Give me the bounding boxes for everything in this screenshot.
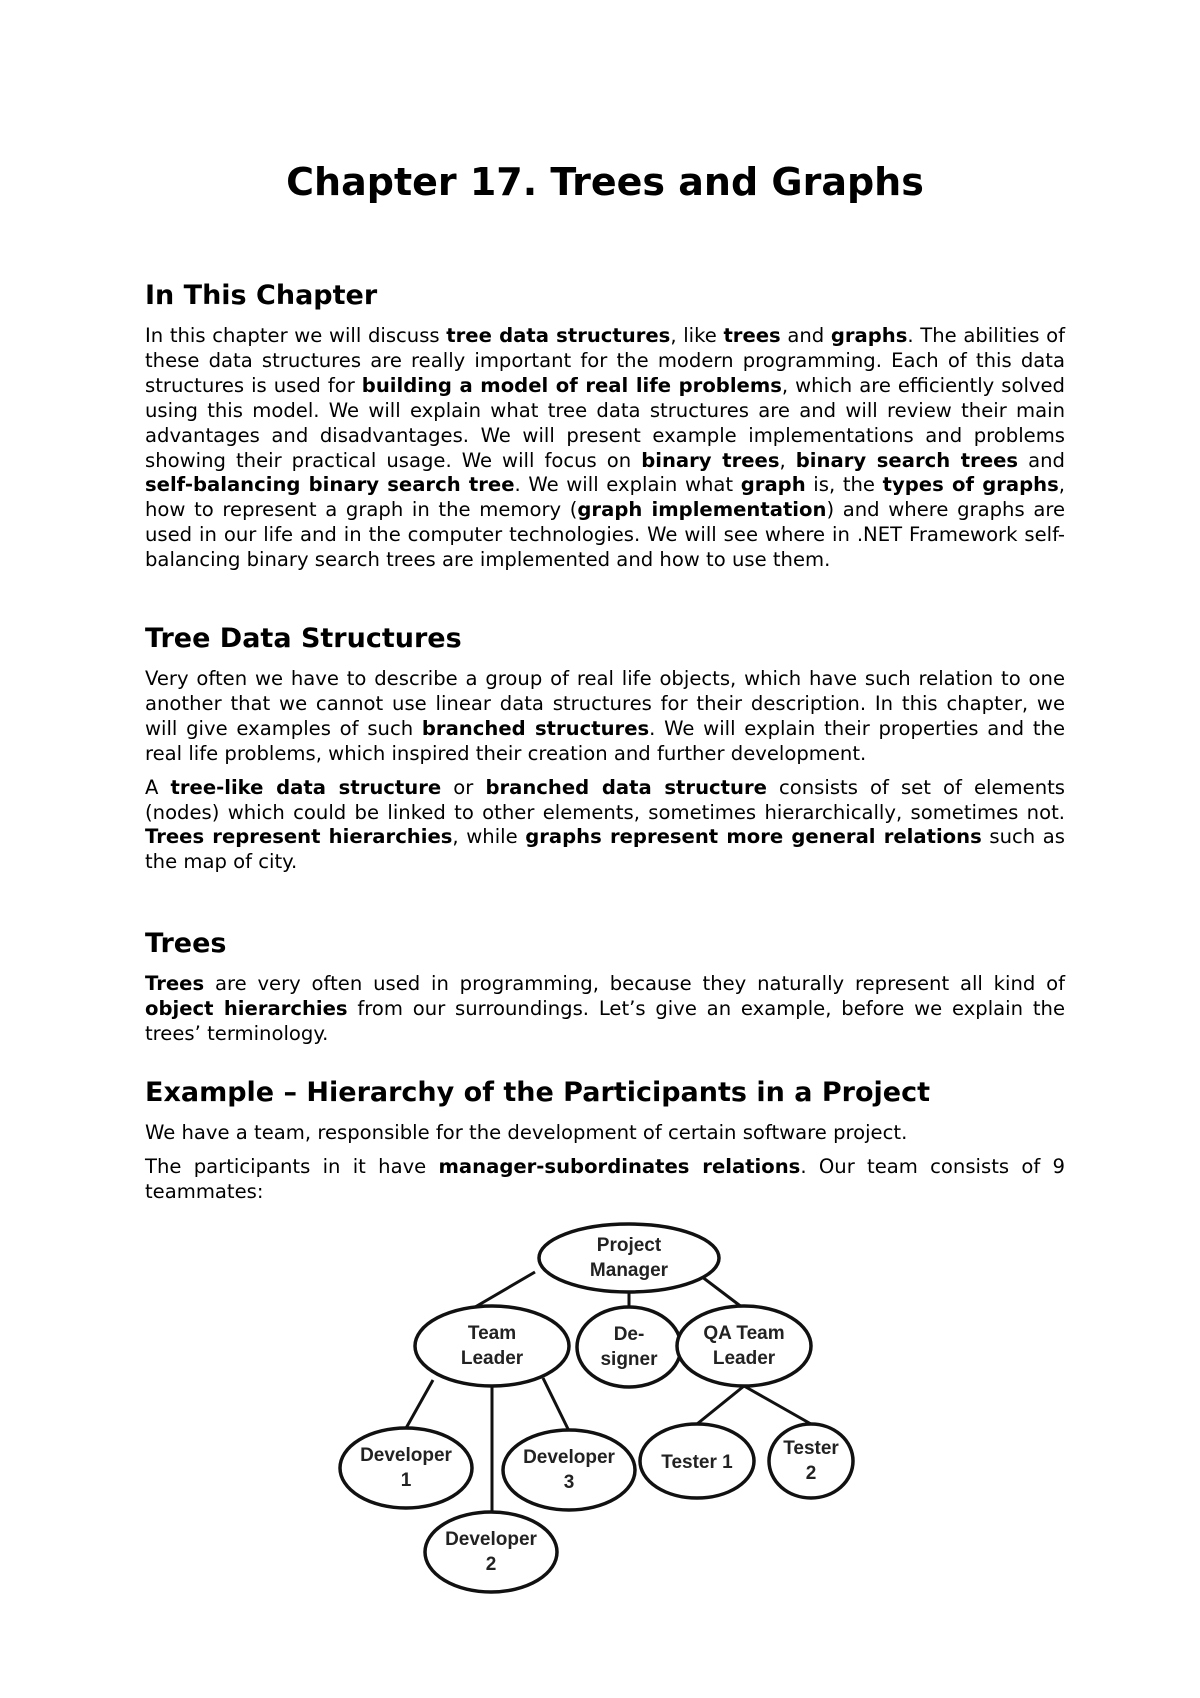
bold-term: object hierarchies <box>145 996 348 1020</box>
chapter-title: Chapter 17. Trees and Graphs <box>286 160 924 204</box>
section-heading: In This Chapter <box>145 280 378 311</box>
node-designer <box>577 1307 681 1387</box>
bold-term: tree-like data structure <box>170 775 442 799</box>
bold-term: binary search trees <box>795 448 1019 472</box>
node-label: De- <box>613 1324 645 1345</box>
section-example <box>145 1075 1065 1205</box>
node-label: Team <box>467 1323 517 1344</box>
edge-pm-tl <box>470 1272 535 1310</box>
bold-term: graph <box>740 473 806 497</box>
bold-term: building a model of real life problems <box>361 373 782 397</box>
node-label: Manager <box>589 1260 669 1281</box>
bold-term: Trees <box>145 972 205 995</box>
bold-term: Trees represent hierarchies <box>145 825 453 849</box>
edge-qa-t2 <box>744 1386 811 1424</box>
bold-term: types of graphs <box>882 473 1059 497</box>
edge-tl-d1 <box>405 1380 433 1430</box>
bold-term: binary trees <box>641 448 780 472</box>
node-project-manager <box>539 1224 719 1292</box>
node-developer-3 <box>503 1430 635 1510</box>
section-trees <box>145 926 1065 1047</box>
edge-tl-d3 <box>543 1378 569 1431</box>
section-tree-data-structures <box>145 621 1065 875</box>
node-label: Leader <box>460 1348 524 1369</box>
node-label: Tester 1 <box>661 1452 733 1473</box>
node-label: 2 <box>805 1463 817 1484</box>
team-hierarchy-diagram <box>335 1210 875 1600</box>
tree-diagram-svg <box>335 1210 875 1600</box>
node-label: QA Team <box>703 1323 785 1344</box>
node-tester-2 <box>769 1424 853 1498</box>
paragraph: In this chapter we will discuss tree data structures, like trees and graphs. The abilities of these data structures are really important for the modern programming. Each of this data structures is used for building a model of real life problems, which are efficiently solved using this model. We will explain what tree data structures are and will review their main advantages and disadvantages. We will present example implementations and problems showing their practical usage. We will focus on binary trees, binary search trees and self-balancing binary search tree. We will explain what graph is, the types of graphs, how to represent a graph in the memory (graph implementation) and where graphs are used in our life and in the computer technologies. We will see where in .NET Framework self-balancing binary search trees are implemented and how to use them. <box>145 324 1066 572</box>
paragraph: A tree-like data structure or branched data structure consists of set of elements (nodes) which could be linked to other elements, sometimes hierarchically, sometimes not. Trees represent hierarchies, while graphs represent more general relations such as the map of city. <box>145 775 1066 874</box>
paragraph: Trees are very often used in programming, because they naturally represent all kind of object hierarchies from our surroundings. Let’s give an example, before we explain the trees’ terminology. <box>145 972 1065 1045</box>
section-heading: Example – Hierarchy of the Participants in a Project <box>145 1077 930 1108</box>
node-label: signer <box>600 1349 658 1370</box>
node-label: 2 <box>485 1554 497 1575</box>
node-label: Leader <box>712 1348 776 1369</box>
node-team-leader <box>415 1306 569 1386</box>
section-heading: Tree Data Structures <box>145 623 462 654</box>
node-developer-1 <box>340 1428 472 1508</box>
paragraph: The participants in it have manager-subordinates relations. Our team consists of 9 teammates: <box>145 1154 1066 1203</box>
bold-term: tree data structures <box>446 324 671 347</box>
bold-term: graphs <box>830 324 908 347</box>
bold-term: manager-subordinates relations <box>438 1154 801 1178</box>
paragraph: We have a team, responsible for the development of certain software project. <box>145 1121 908 1144</box>
node-label: Tester <box>783 1438 839 1459</box>
node-label: 1 <box>400 1470 412 1491</box>
bold-term: graph implementation <box>577 498 827 522</box>
node-tester-1 <box>640 1424 754 1498</box>
bold-term: branched data structure <box>485 775 767 799</box>
node-label: Developer <box>445 1529 537 1550</box>
node-label: 3 <box>563 1472 575 1493</box>
node-developer-2 <box>425 1512 557 1592</box>
bold-term: self-balancing binary search tree <box>145 473 515 497</box>
node-label: Project <box>596 1235 662 1256</box>
node-qa-team-leader <box>677 1306 811 1386</box>
node-label: Developer <box>360 1445 452 1466</box>
bold-term: branched structures <box>421 716 650 740</box>
edge-qa-t1 <box>697 1386 744 1424</box>
paragraph: Very often we have to describe a group of real life objects, which have such relation to one another that we cannot use linear data structures for their description. In this chapter, we will give examples of such branched structures. We will explain their properties and the real life problems, which inspired their creation and further development. <box>145 667 1066 765</box>
node-label: Developer <box>523 1447 615 1468</box>
section-in-this-chapter <box>145 278 1065 573</box>
bold-term: graphs represent more general relations <box>525 825 982 849</box>
bold-term: trees <box>723 324 781 347</box>
section-heading: Trees <box>145 928 227 959</box>
